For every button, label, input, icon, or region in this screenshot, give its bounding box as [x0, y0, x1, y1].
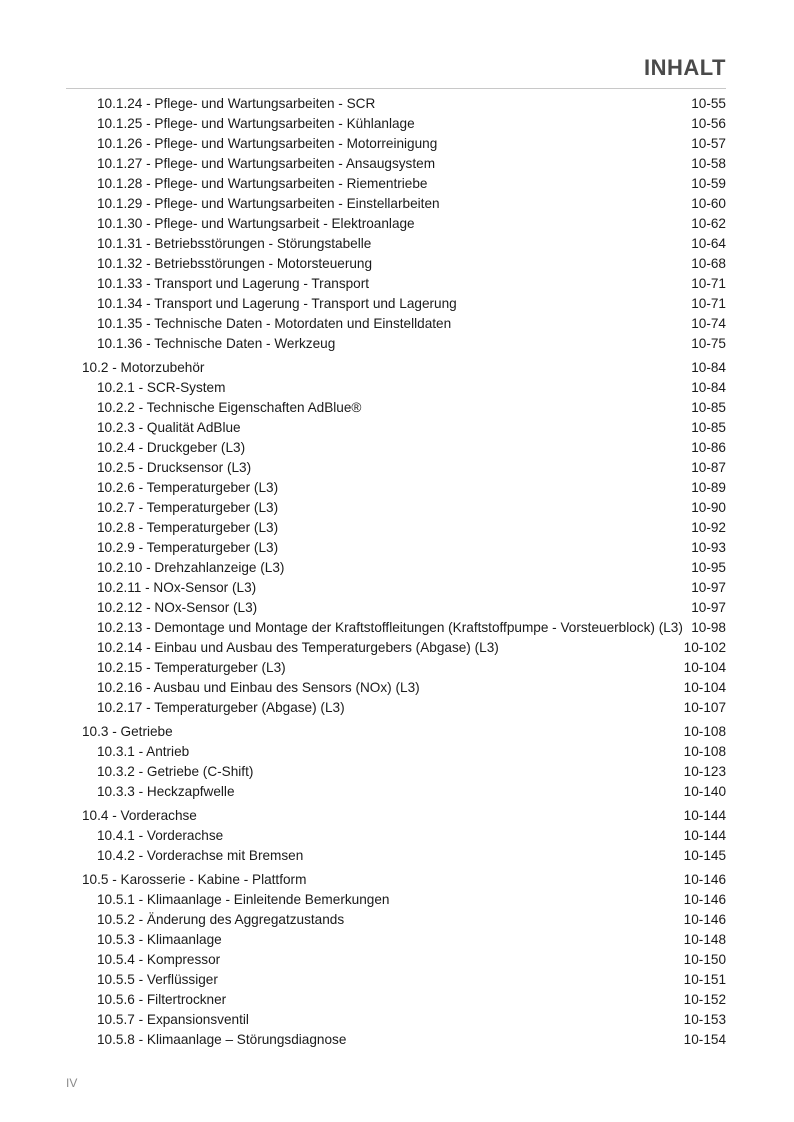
- toc-entry-page: 10-123: [683, 764, 726, 779]
- toc-entry-label: 10.3.3 - Heckzapfwelle: [97, 784, 235, 799]
- toc-entry-label: 10.1.27 - Pflege- und Wartungsarbeiten - Ansaugsystem: [97, 156, 436, 171]
- toc-entry-label: 10.4.1 - Vorderachse: [97, 828, 224, 843]
- toc-entry[interactable]: [66, 1030, 726, 1050]
- toc-entry-page: 10-95: [691, 560, 726, 575]
- toc-entry-page: 10-90: [691, 500, 726, 515]
- toc-entry-label: 10.1.30 - Pflege- und Wartungsarbeit - Elektroanlage: [97, 216, 415, 231]
- toc-entry[interactable]: [66, 846, 726, 866]
- toc-entry[interactable]: [66, 638, 726, 658]
- toc-entry-label: 10.2.4 - Druckgeber (L3): [97, 440, 246, 455]
- toc-entry-label: 10.2.15 - Temperaturgeber (L3): [97, 660, 286, 675]
- toc-entry[interactable]: [66, 826, 726, 846]
- toc-entry-label: 10.2.3 - Qualität AdBlue: [97, 420, 241, 435]
- toc-entry[interactable]: [66, 930, 726, 950]
- page-title: INHALT: [643, 55, 726, 80]
- toc-entry-label: 10.2.2 - Technische Eigenschaften AdBlue®: [97, 400, 362, 415]
- toc-entry-page: 10-98: [691, 620, 726, 635]
- toc-entry-label: 10.5.4 - Kompressor: [97, 952, 221, 967]
- toc-entry-page: 10-148: [683, 932, 726, 947]
- toc-entry[interactable]: [66, 1010, 726, 1030]
- toc-entry-label: 10.2.9 - Temperaturgeber (L3): [97, 540, 279, 555]
- toc-entry-page: 10-146: [683, 912, 726, 927]
- toc-entry-label: 10.2.7 - Temperaturgeber (L3): [97, 500, 279, 515]
- toc-entry-label: 10.1.26 - Pflege- und Wartungsarbeiten - Motorreinigung: [97, 136, 438, 151]
- toc-entry[interactable]: [66, 314, 726, 334]
- toc-entry-page: 10-108: [683, 724, 726, 739]
- toc-entry-page: 10-86: [691, 440, 726, 455]
- toc-entry-label: 10.5.5 - Verflüssiger: [97, 972, 218, 987]
- toc-entry[interactable]: [66, 990, 726, 1010]
- toc-entry-label: 10.5.3 - Klimaanlage: [97, 932, 222, 947]
- toc-entry-label: 10.2.17 - Temperaturgeber (Abgase) (L3): [97, 700, 345, 715]
- toc-entry-label: 10.4.2 - Vorderachse mit Bremsen: [97, 848, 304, 863]
- toc-entry-label: 10.5.1 - Klimaanlage - Einleitende Bemerkungen: [97, 892, 390, 907]
- toc-entry-label: 10.2.8 - Temperaturgeber (L3): [97, 520, 279, 535]
- toc-entry[interactable]: [66, 742, 726, 762]
- toc-entry-label: 10.1.36 - Technische Daten - Werkzeug: [97, 336, 336, 351]
- toc-entry-label: 10.1.32 - Betriebsstörungen - Motorsteuerung: [97, 256, 373, 271]
- toc-entry[interactable]: [66, 782, 726, 802]
- toc-entry[interactable]: [66, 518, 726, 538]
- toc-entry-page: 10-58: [691, 156, 726, 171]
- toc-entry-label: 10.2.16 - Ausbau und Einbau des Sensors (NOx) (L3): [97, 680, 420, 695]
- toc-section: [66, 358, 726, 718]
- toc-entry[interactable]: [66, 558, 726, 578]
- toc-entry-label: 10.3.2 - Getriebe (C-Shift): [97, 764, 254, 779]
- toc-entry-page: 10-74: [691, 316, 726, 331]
- toc-entry-label: 10.2.11 - NOx-Sensor (L3): [97, 580, 257, 595]
- toc-entry-page: 10-55: [691, 96, 726, 111]
- toc-entry[interactable]: [66, 910, 726, 930]
- toc-entry[interactable]: [66, 498, 726, 518]
- toc-entry-page: 10-84: [691, 360, 726, 375]
- toc-entry[interactable]: [66, 334, 726, 354]
- toc-entry[interactable]: [66, 294, 726, 314]
- toc-entry[interactable]: [66, 438, 726, 458]
- toc-section: [66, 870, 726, 1050]
- toc-entry-label: 10.2.13 - Demontage und Montage der Kraftstoffleitungen (Kraftstoffpumpe - Vorsteuerblock) (L3): [97, 620, 683, 635]
- toc-entry-page: 10-102: [683, 640, 726, 655]
- toc-entry-page: 10-64: [691, 236, 726, 251]
- toc-entry[interactable]: [66, 418, 726, 438]
- toc-entry-label: 10.1.35 - Technische Daten - Motordaten und Einstelldaten: [97, 316, 452, 331]
- toc-entry-page: 10-62: [691, 216, 726, 231]
- toc-entry-page: 10-84: [691, 380, 726, 395]
- header-divider: [66, 88, 726, 89]
- toc-entry-page: 10-57: [691, 136, 726, 151]
- toc-entry-page: 10-59: [691, 176, 726, 191]
- toc-entry-page: 10-104: [683, 660, 726, 675]
- toc-entry-label: 10.2.6 - Temperaturgeber (L3): [97, 480, 279, 495]
- toc-entry[interactable]: [66, 698, 726, 718]
- toc-entry-label: 10.4 - Vorderachse: [82, 808, 197, 823]
- toc-entry[interactable]: [66, 598, 726, 618]
- toc-entry[interactable]: [66, 458, 726, 478]
- toc-entry[interactable]: [66, 678, 726, 698]
- toc-entry-label: 10.2.10 - Drehzahlanzeige (L3): [97, 560, 285, 575]
- toc-entry[interactable]: [66, 658, 726, 678]
- toc-entry-page: 10-104: [683, 680, 726, 695]
- toc-continued-group: [66, 94, 726, 354]
- toc-entry[interactable]: [66, 114, 726, 134]
- toc-section: [66, 806, 726, 866]
- toc-entry-page: 10-97: [691, 600, 726, 615]
- toc-entry-label: 10.5.6 - Filtertrockner: [97, 992, 227, 1007]
- toc-section-heading[interactable]: [66, 806, 726, 826]
- toc-entry-label: 10.1.31 - Betriebsstörungen - Störungstabelle: [97, 236, 372, 251]
- toc-entry[interactable]: [66, 154, 726, 174]
- toc-entry[interactable]: [66, 254, 726, 274]
- toc-entry[interactable]: [66, 950, 726, 970]
- toc-entry[interactable]: [66, 398, 726, 418]
- toc-entry[interactable]: [66, 890, 726, 910]
- toc-entry-label: 10.5.7 - Expansionsventil: [97, 1012, 249, 1027]
- toc-entry-page: 10-151: [683, 972, 726, 987]
- toc-entry-label: 10.2.14 - Einbau und Ausbau des Temperaturgebers (Abgase) (L3): [97, 640, 499, 655]
- toc-section-heading[interactable]: [66, 722, 726, 742]
- toc-entry[interactable]: [66, 478, 726, 498]
- toc-entry-page: 10-146: [683, 872, 726, 887]
- toc-entry-label: 10.5 - Karosserie - Kabine - Plattform: [82, 872, 307, 887]
- toc-entry-label: 10.5.8 - Klimaanlage – Störungsdiagnose: [97, 1032, 347, 1047]
- toc-entry-label: 10.3 - Getriebe: [82, 724, 173, 739]
- toc-entry-page: 10-146: [683, 892, 726, 907]
- toc-entry-page: 10-144: [683, 808, 726, 823]
- toc-entry[interactable]: [66, 194, 726, 214]
- toc-section: [66, 722, 726, 802]
- toc-entry-page: 10-152: [683, 992, 726, 1007]
- toc-entry-page: 10-153: [683, 1012, 726, 1027]
- toc-entry-page: 10-71: [691, 296, 726, 311]
- toc-entry-page: 10-150: [683, 952, 726, 967]
- toc-entry-label: 10.2.5 - Drucksensor (L3): [97, 460, 252, 475]
- toc-section-heading[interactable]: [66, 358, 726, 378]
- toc-entry-page: 10-71: [691, 276, 726, 291]
- toc-entry[interactable]: [66, 618, 726, 638]
- toc-entry[interactable]: [66, 538, 726, 558]
- toc-entry-page: 10-107: [683, 700, 726, 715]
- toc-entry[interactable]: [66, 94, 726, 114]
- toc-entry[interactable]: [66, 214, 726, 234]
- toc-entry-page: 10-144: [683, 828, 726, 843]
- toc-entry-label: 10.1.24 - Pflege- und Wartungsarbeiten - SCR: [97, 96, 376, 111]
- toc-entry-page: 10-89: [691, 480, 726, 495]
- toc-entry-label: 10.5.2 - Änderung des Aggregatzustands: [97, 912, 345, 927]
- footer-page-number: IV: [66, 1076, 78, 1090]
- toc-entry-label: 10.1.25 - Pflege- und Wartungsarbeiten - Kühlanlage: [97, 116, 415, 131]
- toc-section-heading[interactable]: [66, 870, 726, 890]
- toc-entry-page: 10-85: [691, 420, 726, 435]
- toc-entry-label: 10.2.1 - SCR-System: [97, 380, 226, 395]
- toc-entry-label: 10.1.33 - Transport und Lagerung - Transport: [97, 276, 370, 291]
- toc-entry[interactable]: [66, 578, 726, 598]
- toc-entry-page: 10-75: [691, 336, 726, 351]
- toc-entry[interactable]: [66, 134, 726, 154]
- toc-entry-label: 10.1.28 - Pflege- und Wartungsarbeiten - Riementriebe: [97, 176, 428, 191]
- toc-entry-page: 10-85: [691, 400, 726, 415]
- toc-entry-page: 10-108: [683, 744, 726, 759]
- toc-entry[interactable]: [66, 274, 726, 294]
- toc-entry-label: 10.3.1 - Antrieb: [97, 744, 190, 759]
- toc-entry-page: 10-97: [691, 580, 726, 595]
- toc-entry[interactable]: [66, 174, 726, 194]
- toc-entry-label: 10.1.34 - Transport und Lagerung - Transport und Lagerung: [97, 296, 457, 311]
- toc-entry-page: 10-68: [691, 256, 726, 271]
- toc-entry-page: 10-140: [683, 784, 726, 799]
- table-of-contents: [66, 94, 726, 1054]
- toc-entry[interactable]: [66, 762, 726, 782]
- toc-entry[interactable]: [66, 234, 726, 254]
- toc-entry-label: 10.2 - Motorzubehör: [82, 360, 205, 375]
- toc-entry-label: 10.1.29 - Pflege- und Wartungsarbeiten - Einstellarbeiten: [97, 196, 440, 211]
- toc-entry-page: 10-60: [691, 196, 726, 211]
- toc-entry[interactable]: [66, 378, 726, 398]
- toc-entry-page: 10-145: [683, 848, 726, 863]
- toc-entry-page: 10-56: [691, 116, 726, 131]
- toc-entry-page: 10-92: [691, 520, 726, 535]
- toc-entry-page: 10-154: [683, 1032, 726, 1047]
- toc-entry-page: 10-87: [691, 460, 726, 475]
- toc-entry-label: 10.2.12 - NOx-Sensor (L3): [97, 600, 258, 615]
- toc-entry[interactable]: [66, 970, 726, 990]
- toc-entry-page: 10-93: [691, 540, 726, 555]
